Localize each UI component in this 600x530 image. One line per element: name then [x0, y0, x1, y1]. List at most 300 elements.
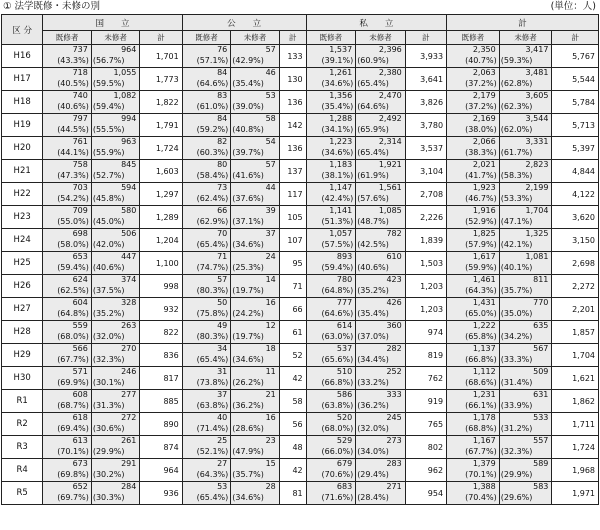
- count-value: 283: [386, 459, 402, 468]
- count-value: 614: [336, 321, 353, 330]
- count-cell: [182, 482, 231, 505]
- count-value: 703: [72, 183, 88, 192]
- percent-value: (62.8%): [500, 79, 533, 88]
- percent-value: (37.0%): [357, 332, 389, 341]
- unit-label: (単位：人): [550, 1, 596, 12]
- percent-value: (62.9%): [196, 217, 229, 226]
- count-value: 557: [533, 436, 549, 445]
- percent-value: (69.4%): [57, 424, 89, 433]
- count-cell: [43, 160, 92, 183]
- count-cell: [356, 160, 406, 183]
- count-cell: [43, 137, 92, 160]
- count-value: 261: [121, 436, 137, 445]
- percent-value: (28.6%): [232, 424, 264, 433]
- percent-value: (19.7%): [232, 332, 264, 341]
- count-cell: [91, 298, 140, 321]
- count-cell: [499, 321, 552, 344]
- percent-value: (40.6%): [92, 263, 125, 272]
- year-cell: H27: [2, 298, 43, 321]
- count-value: 679: [336, 459, 353, 468]
- count-value: 44: [265, 183, 276, 192]
- count-value: 53: [217, 482, 228, 491]
- count-value: 737: [72, 45, 88, 54]
- count-cell: [306, 160, 356, 183]
- table-row: [2, 252, 599, 275]
- count-cell: [182, 45, 231, 68]
- subtotal-cell: 133: [279, 45, 306, 68]
- subtotal-cell: 1,968: [552, 459, 599, 482]
- percent-value: (68.8%): [465, 424, 497, 433]
- subtotal-cell: 2,698: [552, 252, 599, 275]
- count-value: 1,231: [472, 390, 496, 399]
- subtotal-cell: 52: [279, 344, 306, 367]
- count-cell: [447, 390, 500, 413]
- percent-value: (59.4%): [57, 263, 89, 272]
- percent-value: (38.1%): [321, 171, 354, 180]
- table-row: [2, 321, 599, 344]
- count-cell: [447, 344, 500, 367]
- subheader-inexperienced: 未修者: [499, 31, 552, 45]
- count-cell: [499, 413, 552, 436]
- header-public: 公 立: [182, 15, 306, 31]
- count-value: 277: [121, 390, 137, 399]
- percent-value: (71.4%): [196, 424, 229, 433]
- percent-value: (70.1%): [465, 470, 497, 479]
- percent-value: (19.7%): [232, 286, 264, 295]
- percent-value: (74.7%): [196, 263, 229, 272]
- percent-value: (43.3%): [57, 56, 89, 65]
- count-cell: [182, 390, 231, 413]
- percent-value: (68.0%): [321, 424, 354, 433]
- percent-value: (37.5%): [92, 286, 125, 295]
- percent-value: (45.0%): [92, 217, 125, 226]
- count-cell: [43, 275, 92, 298]
- percent-value: (66.0%): [321, 447, 354, 456]
- count-cell: [43, 390, 92, 413]
- percent-value: (36.2%): [232, 401, 264, 410]
- percent-value: (64.6%): [196, 79, 229, 88]
- subtotal-cell: 1,203: [405, 275, 446, 298]
- percent-value: (63.0%): [321, 332, 354, 341]
- count-value: 25: [217, 436, 228, 445]
- subtotal-cell: 4,844: [552, 160, 599, 183]
- count-cell: [447, 413, 500, 436]
- table-row: [2, 344, 599, 367]
- percent-value: (69.7%): [57, 493, 89, 502]
- count-cell: [447, 321, 500, 344]
- count-value: 82: [217, 137, 228, 146]
- count-value: 571: [72, 367, 88, 376]
- table-row: [2, 91, 599, 114]
- year-cell: R4: [2, 459, 43, 482]
- count-value: 635: [533, 321, 549, 330]
- count-value: 583: [533, 482, 549, 491]
- percent-value: (37.1%): [232, 217, 264, 226]
- count-value: 70: [217, 229, 228, 238]
- subtotal-cell: 817: [140, 367, 182, 390]
- percent-value: (32.3%): [92, 355, 125, 364]
- count-value: 1,704: [525, 206, 549, 215]
- count-cell: [231, 183, 280, 206]
- percent-value: (64.6%): [321, 309, 354, 318]
- year-cell: H24: [2, 229, 43, 252]
- percent-value: (31.3%): [92, 401, 125, 410]
- count-cell: [43, 183, 92, 206]
- percent-value: (64.8%): [57, 309, 89, 318]
- subtotal-cell: 1,621: [552, 367, 599, 390]
- count-cell: [499, 137, 552, 160]
- percent-value: (70.4%): [465, 493, 497, 502]
- percent-value: (40.6%): [57, 102, 89, 111]
- count-value: 360: [386, 321, 402, 330]
- count-cell: [231, 413, 280, 436]
- count-cell: [306, 390, 356, 413]
- count-cell: [447, 252, 500, 275]
- percent-value: (66.1%): [465, 401, 497, 410]
- count-value: 34: [217, 344, 228, 353]
- percent-value: (60.9%): [357, 56, 389, 65]
- percent-value: (24.2%): [232, 309, 264, 318]
- count-value: 271: [386, 482, 402, 491]
- count-value: 245: [386, 413, 402, 422]
- count-value: 673: [72, 459, 88, 468]
- subtotal-cell: 1,704: [552, 344, 599, 367]
- count-value: 57: [265, 45, 276, 54]
- count-cell: [43, 68, 92, 91]
- count-value: 780: [336, 275, 353, 284]
- count-value: 1,356: [329, 91, 353, 100]
- subheader-experienced: 既修者: [306, 31, 356, 45]
- count-value: 27: [217, 459, 228, 468]
- subtotal-cell: 71: [279, 275, 306, 298]
- count-value: 510: [336, 367, 353, 376]
- percent-value: (35.7%): [500, 286, 533, 295]
- percent-value: (67.7%): [465, 447, 497, 456]
- header-total: 計: [447, 15, 599, 31]
- subtotal-cell: 117: [279, 183, 306, 206]
- subtotal-cell: 61: [279, 321, 306, 344]
- percent-value: (41.7%): [465, 171, 497, 180]
- table-row: [2, 459, 599, 482]
- percent-value: (39.1%): [321, 56, 354, 65]
- percent-value: (34.6%): [321, 79, 354, 88]
- count-cell: [182, 459, 231, 482]
- count-cell: [447, 436, 500, 459]
- percent-value: (61.0%): [196, 102, 229, 111]
- percent-value: (34.2%): [500, 332, 533, 341]
- count-value: 1,167: [472, 436, 496, 445]
- subtotal-cell: 1,603: [140, 160, 182, 183]
- table-row: [2, 298, 599, 321]
- count-cell: [43, 229, 92, 252]
- percent-value: (59.9%): [465, 263, 497, 272]
- year-cell: H17: [2, 68, 43, 91]
- count-value: 1,431: [472, 298, 496, 307]
- subtotal-cell: 2,226: [405, 206, 446, 229]
- year-cell: R1: [2, 390, 43, 413]
- subtotal-cell: 2,708: [405, 183, 446, 206]
- subtotal-cell: 3,620: [552, 206, 599, 229]
- percent-value: (57.5%): [321, 240, 354, 249]
- year-cell: H29: [2, 344, 43, 367]
- percent-value: (65.4%): [196, 493, 229, 502]
- count-cell: [447, 298, 500, 321]
- subtotal-cell: 3,826: [405, 91, 446, 114]
- count-value: 3,417: [525, 45, 549, 54]
- count-cell: [356, 229, 406, 252]
- percent-value: (69.9%): [57, 378, 89, 387]
- subtotal-cell: 2,201: [552, 298, 599, 321]
- percent-value: (42.4%): [321, 194, 354, 203]
- count-value: 845: [121, 160, 137, 169]
- table-row: [2, 45, 599, 68]
- subheader-subtotal: 計: [140, 31, 182, 45]
- count-cell: [306, 482, 356, 505]
- count-value: 509: [533, 367, 549, 376]
- count-value: 770: [533, 298, 549, 307]
- subtotal-cell: 802: [405, 436, 446, 459]
- count-value: 84: [217, 114, 228, 123]
- count-value: 2,396: [378, 45, 402, 54]
- percent-value: (62.4%): [196, 194, 229, 203]
- percent-value: (40.5%): [57, 79, 89, 88]
- percent-value: (33.2%): [357, 378, 389, 387]
- count-value: 80: [217, 160, 228, 169]
- count-cell: [447, 45, 500, 68]
- percent-value: (52.9%): [465, 217, 497, 226]
- count-cell: [499, 344, 552, 367]
- percent-value: (59.2%): [196, 125, 229, 134]
- count-cell: [231, 114, 280, 137]
- table-row: [2, 137, 599, 160]
- count-cell: [306, 206, 356, 229]
- count-cell: [306, 298, 356, 321]
- count-value: 1,325: [525, 229, 549, 238]
- count-value: 39: [265, 206, 276, 215]
- count-value: 811: [533, 275, 549, 284]
- count-cell: [182, 206, 231, 229]
- percent-value: (68.6%): [465, 378, 497, 387]
- count-value: 12: [265, 321, 276, 330]
- count-value: 893: [336, 252, 353, 261]
- count-value: 273: [386, 436, 402, 445]
- count-cell: [43, 344, 92, 367]
- subtotal-cell: 964: [140, 459, 182, 482]
- subtotal-cell: 932: [140, 298, 182, 321]
- count-cell: [447, 91, 500, 114]
- percent-value: (39.0%): [232, 102, 264, 111]
- count-cell: [182, 68, 231, 91]
- subtotal-cell: 5,784: [552, 91, 599, 114]
- count-value: 2,179: [472, 91, 496, 100]
- count-value: 613: [72, 436, 88, 445]
- count-cell: [182, 344, 231, 367]
- percent-value: (53.3%): [500, 194, 533, 203]
- count-value: 1,081: [525, 252, 549, 261]
- count-cell: [182, 183, 231, 206]
- count-cell: [182, 436, 231, 459]
- percent-value: (46.7%): [465, 194, 497, 203]
- count-cell: [499, 459, 552, 482]
- count-cell: [91, 459, 140, 482]
- count-value: 2,823: [525, 160, 549, 169]
- year-cell: H26: [2, 275, 43, 298]
- table-row: [2, 183, 599, 206]
- subtotal-cell: 1,791: [140, 114, 182, 137]
- count-value: 49: [217, 321, 228, 330]
- percent-value: (35.2%): [92, 309, 125, 318]
- count-cell: [306, 436, 356, 459]
- count-cell: [231, 298, 280, 321]
- percent-value: (29.9%): [92, 447, 125, 456]
- count-cell: [182, 160, 231, 183]
- subheader-subtotal: 計: [405, 31, 446, 45]
- subtotal-cell: 1,203: [405, 298, 446, 321]
- count-cell: [231, 160, 280, 183]
- count-cell: [356, 413, 406, 436]
- count-value: 698: [72, 229, 88, 238]
- percent-value: (38.0%): [465, 125, 497, 134]
- count-value: 71: [217, 252, 228, 261]
- count-value: 580: [121, 206, 137, 215]
- percent-value: (65.4%): [357, 148, 389, 157]
- count-cell: [306, 459, 356, 482]
- count-value: 58: [265, 114, 276, 123]
- count-value: 709: [72, 206, 88, 215]
- percent-value: (55.0%): [57, 217, 89, 226]
- count-value: 2,314: [378, 137, 402, 146]
- percent-value: (51.3%): [321, 217, 354, 226]
- count-value: 1,825: [472, 229, 496, 238]
- percent-value: (65.6%): [321, 355, 354, 364]
- subtotal-cell: 762: [405, 367, 446, 390]
- percent-value: (29.9%): [500, 470, 533, 479]
- percent-value: (34.6%): [232, 493, 264, 502]
- count-value: 14: [265, 275, 276, 284]
- count-cell: [91, 45, 140, 68]
- count-cell: [447, 275, 500, 298]
- subtotal-cell: 1,297: [140, 183, 182, 206]
- count-cell: [43, 459, 92, 482]
- table-row: [2, 482, 599, 505]
- subtotal-cell: 107: [279, 229, 306, 252]
- subtotal-cell: 919: [405, 390, 446, 413]
- count-value: 447: [121, 252, 137, 261]
- year-cell: H25: [2, 252, 43, 275]
- percent-value: (80.3%): [196, 332, 229, 341]
- subheader-inexperienced: 未修者: [231, 31, 280, 45]
- count-value: 53: [265, 91, 276, 100]
- percent-value: (52.7%): [92, 171, 125, 180]
- count-cell: [91, 183, 140, 206]
- subheader-subtotal: 計: [279, 31, 306, 45]
- report-header: [0, 0, 600, 14]
- count-value: 529: [336, 436, 353, 445]
- year-cell: H19: [2, 114, 43, 137]
- percent-value: (67.7%): [57, 355, 89, 364]
- count-value: 1,082: [113, 91, 137, 100]
- percent-value: (35.2%): [357, 286, 389, 295]
- count-cell: [499, 183, 552, 206]
- percent-value: (40.1%): [500, 263, 533, 272]
- count-cell: [447, 183, 500, 206]
- count-cell: [182, 229, 231, 252]
- table-row: [2, 390, 599, 413]
- subtotal-cell: 5,397: [552, 137, 599, 160]
- subtotal-cell: 1,701: [140, 45, 182, 68]
- subtotal-cell: 1,100: [140, 252, 182, 275]
- count-cell: [447, 482, 500, 505]
- count-cell: [356, 183, 406, 206]
- count-cell: [91, 68, 140, 91]
- percent-value: (59.4%): [92, 102, 125, 111]
- subtotal-cell: 765: [405, 413, 446, 436]
- count-cell: [43, 482, 92, 505]
- count-value: 608: [72, 390, 88, 399]
- count-cell: [91, 160, 140, 183]
- percent-value: (34.6%): [232, 240, 264, 249]
- percent-value: (66.8%): [321, 378, 354, 387]
- percent-value: (40.8%): [232, 125, 264, 134]
- count-value: 683: [336, 482, 353, 491]
- year-cell: H30: [2, 367, 43, 390]
- count-value: 1,141: [329, 206, 353, 215]
- table-row: [2, 413, 599, 436]
- count-value: 594: [121, 183, 137, 192]
- count-cell: [447, 367, 500, 390]
- percent-value: (65.4%): [196, 355, 229, 364]
- count-value: 23: [265, 436, 276, 445]
- percent-value: (35.7%): [232, 470, 264, 479]
- count-value: 15: [265, 459, 276, 468]
- count-cell: [43, 206, 92, 229]
- percent-value: (62.3%): [500, 102, 533, 111]
- subtotal-cell: 1,773: [140, 68, 182, 91]
- year-cell: H20: [2, 137, 43, 160]
- subtotal-cell: 3,537: [405, 137, 446, 160]
- count-cell: [356, 68, 406, 91]
- count-cell: [356, 390, 406, 413]
- count-value: 3,481: [525, 68, 549, 77]
- count-value: 252: [386, 367, 402, 376]
- subtotal-cell: 819: [405, 344, 446, 367]
- percent-value: (55.9%): [92, 148, 125, 157]
- subtotal-cell: 1,822: [140, 91, 182, 114]
- count-cell: [182, 321, 231, 344]
- count-value: 1,222: [472, 321, 496, 330]
- percent-value: (30.1%): [92, 378, 125, 387]
- count-cell: [499, 45, 552, 68]
- subtotal-cell: 3,641: [405, 68, 446, 91]
- count-cell: [306, 183, 356, 206]
- percent-value: (57.9%): [465, 240, 497, 249]
- count-value: 37: [217, 390, 228, 399]
- count-value: 1,178: [472, 413, 496, 422]
- count-value: 964: [121, 45, 137, 54]
- subtotal-cell: 1,839: [405, 229, 446, 252]
- count-cell: [91, 390, 140, 413]
- count-cell: [447, 206, 500, 229]
- subtotal-cell: 5,544: [552, 68, 599, 91]
- percent-value: (73.8%): [196, 378, 229, 387]
- count-value: 567: [533, 344, 549, 353]
- subtotal-cell: 137: [279, 160, 306, 183]
- table-body: [2, 45, 599, 505]
- count-cell: [356, 459, 406, 482]
- count-cell: [499, 160, 552, 183]
- count-cell: [499, 275, 552, 298]
- percent-value: (40.7%): [465, 56, 497, 65]
